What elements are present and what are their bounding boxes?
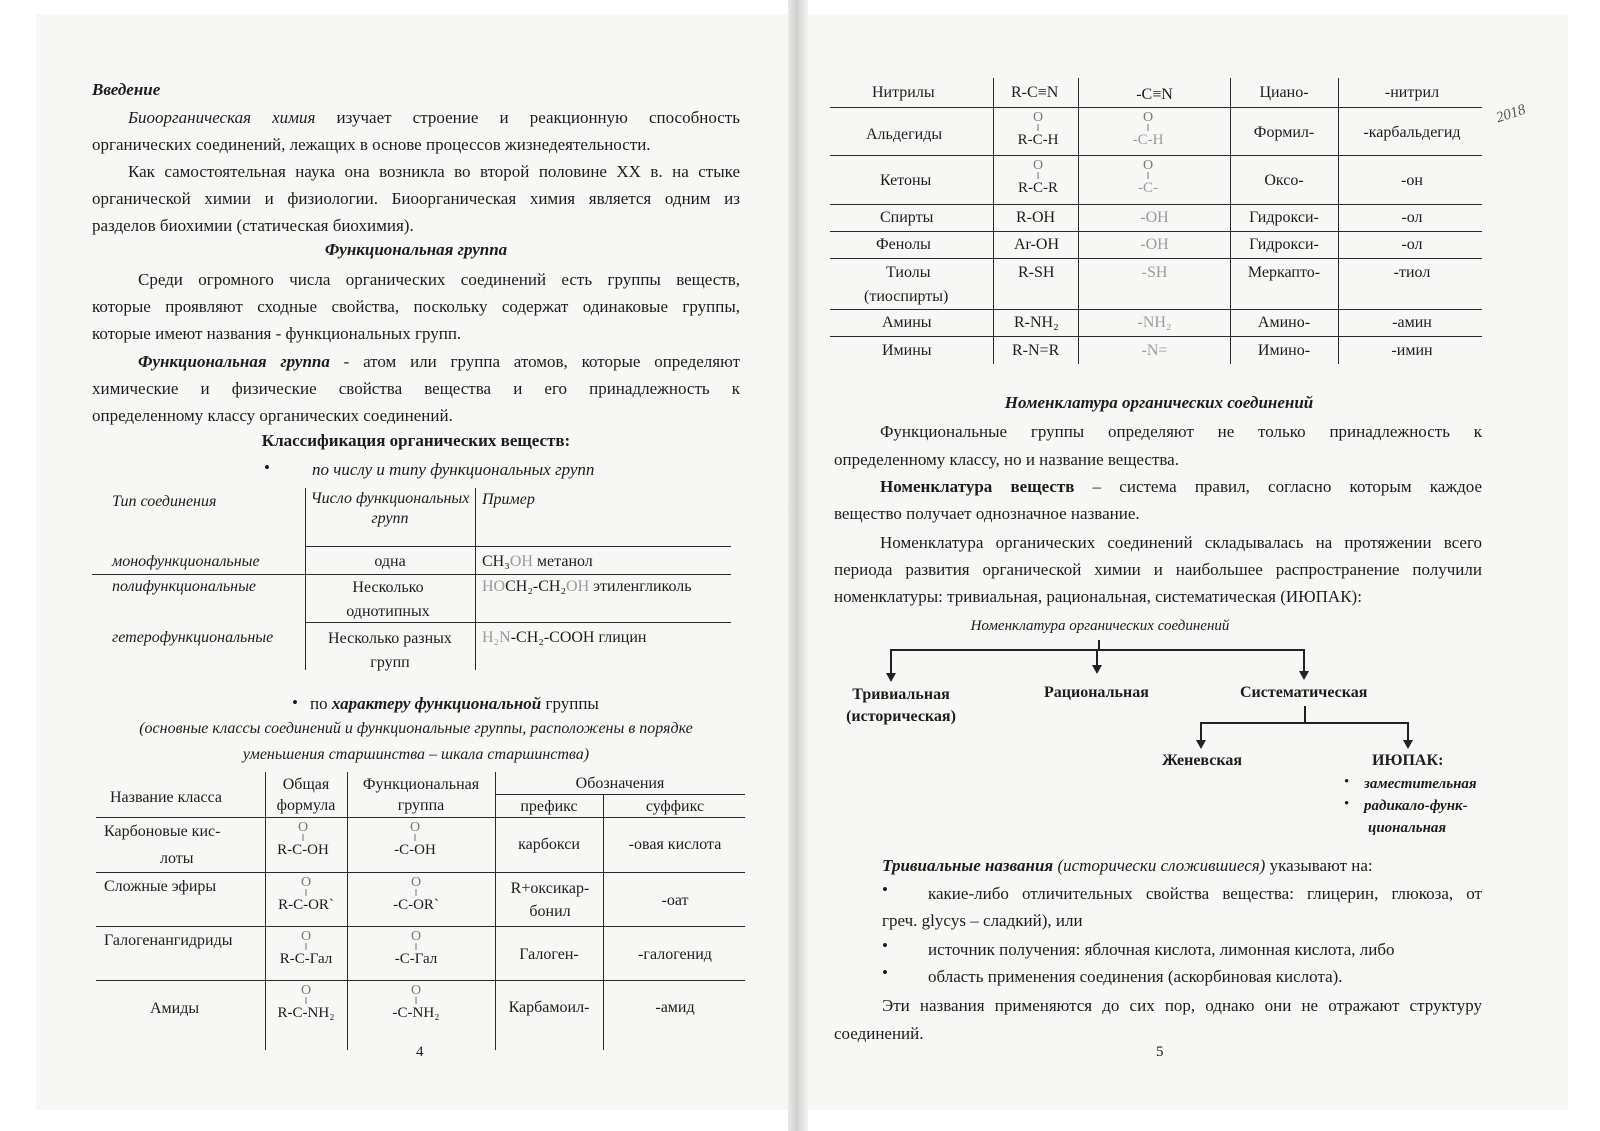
fg-definition-text: - атом или группа атомов, которые определяют [329, 352, 741, 371]
table2-group [378, 876, 454, 912]
formula-part: CH₂-CH₂ [505, 578, 567, 595]
formula-text: R-C-R [1017, 180, 1058, 196]
trivial-bullet-1-line-2: греч. glycys – сладкий), или [882, 911, 1083, 930]
page-number-right: 5 [1156, 1044, 1164, 1060]
formula-oxygen: O [1032, 158, 1044, 173]
formula-double-bond: ‖ [413, 833, 417, 844]
formula-group: OH [509, 553, 533, 570]
class-name: Альдегиды [866, 126, 943, 143]
formula-text: -C-NH₂ [392, 1005, 440, 1021]
table2-header-designation: Обозначения [575, 775, 665, 792]
bullet-by-character [310, 694, 599, 714]
table1-cell: Несколько разных групп [328, 630, 452, 671]
formula-double-bond: ‖ [1036, 171, 1040, 182]
fg-definition-line-1 [138, 348, 740, 376]
class-group [1118, 159, 1178, 195]
bullet-dot: • [882, 936, 888, 955]
formula-oxygen: O [1142, 158, 1154, 173]
diagram-geneva: Женевская [1162, 752, 1242, 769]
table1-cell: одна [374, 553, 406, 570]
table2-suffix: -амид [655, 999, 695, 1016]
trivial-intro [882, 852, 1482, 880]
formula-text: R-C-OR` [278, 897, 334, 913]
class-suffix: -ол [1401, 209, 1423, 226]
class-prefix: Циано- [1259, 84, 1309, 101]
fg-paragraph-line-3: которые имеют названия - функциональных групп. [92, 324, 462, 343]
intro-paragraph-1-line-1 [92, 104, 740, 132]
scale-note-line-1: (основные классы соединений и функциональные группы, расположены в порядке [139, 720, 693, 737]
class-name: Тиолы [886, 264, 931, 281]
bullet-dot: • [882, 880, 888, 899]
class-prefix: Меркапто- [1247, 264, 1321, 281]
formula-double-bond: ‖ [414, 888, 418, 899]
compound-name: метанол [532, 553, 593, 570]
class-name-alt: (тиоспирты) [864, 288, 949, 305]
formula-oxygen: O [300, 929, 312, 944]
book-spine [788, 0, 808, 1131]
formula-oxygen: O [300, 983, 312, 998]
class-group [1118, 111, 1178, 147]
trivial-bullet-3: область применения соединения (аскорбиновая кислота). [928, 967, 1343, 986]
class-formula [1008, 111, 1068, 147]
formula-double-bond: ‖ [304, 942, 308, 953]
bullet-dot: • [264, 458, 270, 477]
intro-term: Биоорганическая химия [128, 108, 316, 127]
formula-oxygen: O [1142, 110, 1154, 125]
formula-double-bond: ‖ [1146, 171, 1150, 182]
formula-oxygen: O [410, 929, 422, 944]
formula-group: OH [566, 578, 590, 595]
table1-example-glycine [482, 627, 646, 649]
formula-text: R-C-NH₂ [277, 1005, 335, 1021]
table2-class-name: Амиды [150, 1000, 200, 1017]
class-formula: Ar-OH [1014, 236, 1059, 253]
formula-double-bond: ‖ [304, 996, 308, 1007]
table1-header-type: Тип соединения [112, 493, 217, 510]
class-group: -SH [1141, 264, 1168, 281]
classification-heading: Классификация органических веществ: [261, 431, 571, 450]
class-formula: R-NH₂ [1014, 314, 1059, 331]
diagram-label: (историческая) [846, 708, 956, 725]
fg-definition-line-2: химические и физические свойства вещества и его принадлежность к [92, 379, 740, 398]
formula-text: R-C-OH [277, 842, 329, 858]
diagram-systematic: Систематическая [1240, 684, 1368, 701]
fg-paragraph-line-1: Среди огромного числа органических соединений есть группы веществ, [138, 270, 740, 289]
final-paragraph-line-1: Эти названия применяются до сих пор, однако они не отражают структуру [882, 996, 1482, 1015]
nom-term: Номенклатура веществ [880, 477, 1075, 496]
handwritten-note: 2018 [1494, 101, 1528, 127]
class-suffix: -амин [1392, 314, 1432, 331]
class-formula: R-N=R [1012, 342, 1060, 359]
nom-text: – система правил, согласно которым каждое [1074, 477, 1483, 496]
trivial-bullet-2: источник получения: яблочная кислота, лимонная кислота, либо [928, 940, 1395, 959]
class-name: Амины [882, 314, 932, 331]
table2-formula [268, 821, 338, 857]
diagram-iupac-radical-functional: радикало-функ- [1364, 798, 1468, 814]
trivial-bullet-1-line-1: какие-либо отличительных свойства вещества: глицерин, глюкоза, от [928, 884, 1482, 903]
table2-prefix: Галоген- [519, 946, 579, 963]
table1-example-methanol [482, 551, 593, 573]
class-name: Фенолы [876, 236, 931, 253]
formula-oxygen: O [410, 983, 422, 998]
formula-text: -C-Гал [394, 951, 438, 967]
table2-prefix: Карбамоил- [508, 999, 590, 1016]
class-group: -C≡N [1136, 86, 1173, 103]
class-formula [1008, 159, 1068, 195]
table2-class-name: Карбоновые кис- [104, 823, 221, 840]
formula-text: -C-OH [394, 842, 436, 858]
formula-oxygen: O [297, 820, 309, 835]
diagram-title: Номенклатура органических соединений [970, 618, 1230, 634]
table2-formula [268, 930, 344, 966]
intro-paragraph-2-line-1: Как самостоятельная наука она возникла во второй половине XX в. на стыке [128, 162, 740, 181]
trivial-note: (исторически сложившиеся) [1053, 856, 1266, 875]
nom-paragraph-1-line-1: Функциональные группы определяют не только принадлежность к [880, 422, 1482, 441]
table2-prefix: R+оксикар-бонил [510, 880, 590, 920]
intro-paragraph-1-line-2: органических соединений, лежащих в основе процессов жизнедеятельности. [92, 135, 651, 154]
formula-double-bond: ‖ [414, 942, 418, 953]
functional-group-heading: Функциональная группа [324, 240, 508, 259]
class-group: -NH₂ [1137, 314, 1172, 331]
class-suffix: -ол [1401, 236, 1423, 253]
compound-name: этиленгликоль [589, 578, 692, 595]
formula-double-bond: ‖ [1146, 123, 1150, 134]
formula-group: H₂N [482, 629, 511, 646]
formula-part: -CH₂-COOH глицин [510, 629, 647, 646]
bullet-dot: • [292, 693, 298, 712]
class-group: -OH [1140, 236, 1169, 253]
nom-paragraph-1-line-2: определенному классу, но и название вещества. [834, 450, 1179, 469]
intro-text: изучает строение и реакционную способность [315, 108, 740, 127]
class-suffix: -он [1401, 172, 1423, 189]
formula-text: -C-OR` [393, 897, 439, 913]
formula-oxygen: O [410, 875, 422, 890]
table1-header-count: Число функциональных групп [310, 490, 470, 527]
class-formula: R-C≡N [1011, 84, 1059, 101]
formula-double-bond: ‖ [1036, 123, 1040, 134]
table1-cell: Несколько однотипных [346, 579, 430, 620]
class-prefix: Гидрокси- [1249, 236, 1319, 253]
diagram-trivial [846, 684, 956, 728]
class-name: Имины [882, 342, 932, 359]
table2-class-name: лоты [160, 850, 194, 867]
formula-double-bond: ‖ [301, 833, 305, 844]
nom-paragraph-2-line-2: вещество получает однозначное название. [834, 504, 1140, 523]
formula-double-bond: ‖ [304, 888, 308, 899]
nom-paragraph-3-line-2: периода развития органической химии и наибольшее распространение получили [834, 560, 1482, 579]
class-name: Кетоны [880, 172, 932, 189]
table2-header-suffix: суффикс [645, 798, 705, 815]
trivial-term: Тривиальные названия [882, 856, 1054, 875]
class-name: Спирты [880, 209, 934, 226]
diagram-iupac: ИЮПАК: [1372, 752, 1444, 769]
table2-group [378, 984, 454, 1020]
bullet-text: группы [541, 694, 599, 713]
intro-paragraph-2-line-2: органической химии и физиологии. Биоорганическая химия является одним из [92, 189, 740, 208]
formula-oxygen: O [1032, 110, 1044, 125]
fg-definition-term: Функциональная группа [138, 352, 330, 371]
nomenclature-heading: Номенклатура органических соединений [1004, 393, 1314, 412]
class-formula: R-OH [1016, 209, 1056, 226]
table2-class-name: Галогенангидриды [104, 932, 233, 949]
final-paragraph-line-2: соединений. [834, 1024, 924, 1043]
table2-header-prefix: префикс [520, 798, 578, 815]
formula-text: R-C-H [1017, 132, 1059, 148]
intro-heading: Введение [92, 80, 161, 99]
bullet-dot: • [1344, 774, 1350, 790]
table1-cell: монофункциональные [112, 553, 260, 570]
table2-class-name: Сложные эфиры [104, 878, 217, 895]
class-suffix: -тиол [1393, 264, 1431, 281]
table2-suffix: -овая кислота [628, 836, 722, 853]
table1-header-example: Пример [482, 491, 535, 508]
table2-suffix: -галогенид [638, 946, 712, 963]
bullet-text: по [310, 694, 332, 713]
diagram-iupac-substitutive: заместительная [1364, 776, 1477, 792]
formula-oxygen: O [300, 875, 312, 890]
formula-double-bond: ‖ [414, 996, 418, 1007]
diagram-rational: Рациональная [1044, 684, 1149, 701]
formula-oxygen: O [409, 820, 421, 835]
class-prefix: Имино- [1257, 342, 1311, 359]
nom-paragraph-3-line-1: Номенклатура органических соединений складывалась на протяжении всего [880, 533, 1482, 552]
page-number-left: 4 [416, 1044, 424, 1060]
nom-paragraph-2-line-1 [880, 473, 1482, 501]
class-group: -OH [1140, 209, 1169, 226]
scale-note-line-2: уменьшения старшинства – шкала старшинства) [242, 746, 590, 763]
class-suffix: -имин [1391, 342, 1433, 359]
table1-example-ethylene-glycol [482, 576, 692, 598]
formula-part: CH₃ [482, 553, 510, 570]
class-prefix: Формил- [1253, 124, 1315, 141]
table2-formula [268, 984, 344, 1020]
formula-text: -C- [1138, 180, 1158, 196]
formula-text: -C-H [1132, 132, 1164, 148]
table2-header-group: Функциональная группа [362, 776, 480, 814]
table2-group [380, 821, 450, 857]
class-prefix: Гидрокси- [1249, 209, 1319, 226]
table2-header-name: Название класса [110, 789, 223, 806]
class-suffix: -нитрил [1384, 84, 1440, 101]
class-prefix: Оксо- [1264, 172, 1304, 189]
bullet-by-number: по числу и типу функциональных групп [312, 460, 595, 479]
bullet-dot: • [882, 963, 888, 982]
diagram-label: Тривиальная [852, 686, 950, 703]
table1-cell: гетерофункциональные [112, 629, 274, 646]
trivial-text: указывают на: [1265, 856, 1373, 875]
table2-prefix: карбокси [518, 836, 580, 853]
bullet-dot: • [1344, 796, 1350, 812]
class-name: Нитрилы [872, 84, 935, 101]
table2-suffix: -оат [661, 892, 689, 909]
bullet-emphasis: характеру функциональной [331, 694, 542, 713]
table1-cell: полифункциональные [112, 578, 256, 595]
formula-text: R-C-Гал [279, 951, 333, 967]
table2-formula [268, 876, 344, 912]
class-group: -N= [1141, 342, 1168, 359]
class-formula: R-SH [1018, 264, 1055, 281]
table2-group [378, 930, 454, 966]
class-prefix: Амино- [1257, 314, 1311, 331]
fg-definition-line-3: определенному классу органических соединений. [92, 406, 453, 425]
formula-group: HO [482, 578, 506, 595]
intro-paragraph-2-line-3: разделов биохимии (статическая биохимия). [92, 216, 414, 235]
nom-paragraph-3-line-3: номенклатуры: тривиальная, рациональная, систематическая (ИЮПАК): [834, 587, 1362, 606]
diagram-iupac-radical-functional: циональная [1368, 820, 1447, 836]
fg-paragraph-line-2: которые проявляют сходные свойства, поскольку содержат одинаковые группы, [92, 297, 740, 316]
table2-header-formula: Общая формула [276, 776, 336, 814]
class-suffix: -карбальдегид [1363, 124, 1461, 141]
